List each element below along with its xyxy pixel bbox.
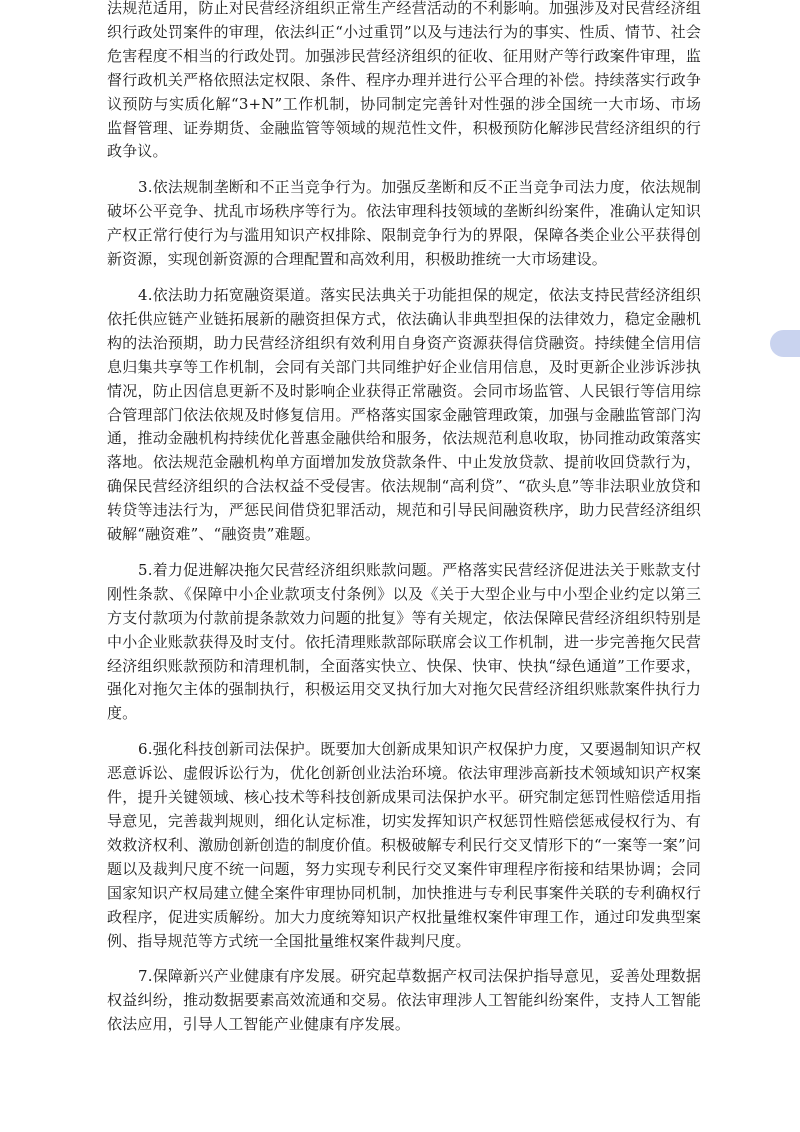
paragraph-item-6: 6.强化科技创新司法保护。既要加大创新成果知识产权保护力度，又要遏制知识产权恶意诉讼、虚假诉讼行为，优化创新创业法治环境。依法审理涉高新技术领域知识产权案件，提升关键领域、核心技术等科技创新成果司法保护水平。研究制定惩罚性赔偿适用指导意见，完善裁判规则，细化认定标准，切实发挥知识产权惩罚性赔偿惩戒侵权行为、有效救济权利、激励创新创造的制度价值。积极破解专利民行交叉情形下的“一案等一案”问题以及裁判尺度不统一问题，努力实现专利民行交叉案件审理程序衔接和结果协调；会同国家知识产权局建立健全案件审理协同机制，加快推进与专利民事案件关联的专利确权行政程序，促进实质解纷。加大力度统筹知识产权批量维权案件审理工作，通过印发典型案例、指导规范等方式统一全国批量维权案件裁判尺度。 xyxy=(107,740,701,950)
paragraph-item-5: 5.着力促进解决拖欠民营经济组织账款问题。严格落实民营经济促进法关于账款支付刚性条款、《保障中小企业款项支付条例》以及《关于大型企业与中小型企业约定以第三方支付款项为付款前提条款效力问题的批复》等有关规定，依法保障民营经济组织特别是中小企业账款获得及时支付。依托清理账款部际联席会议工作机制，进一步完善拖欠民营经济组织账款预防和清理机制，全面落实快立、快保、快审、快执“绿色通道”工作要求，强化对拖欠主体的强制执行，积极运用交叉执行加大对拖欠民营经济组织账款案件执行力度。 xyxy=(107,560,701,723)
paragraph-item-3: 3.依法规制垄断和不正当竞争行为。加强反垄断和反不正当竞争司法力度，依法规制破坏公平竞争、扰乱市场秩序等行为。依法审理科技领域的垄断纠纷案件，准确认定知识产权正常行使行为与滥用知识产权排除、限制竞争行为的界限，保障各类企业公平获得创新资源，实现创新资源的合理配置和高效利用，积极助推统一大市场建设。 xyxy=(107,178,701,269)
document-body xyxy=(107,0,701,1049)
paragraph-continued: 法规范适用，防止对民营经济组织正常生产经营活动的不利影响。加强涉及对民营经济组织行政处罚案件的审理，依法纠正“小过重罚”以及与违法行为的事实、性质、情节、社会危害程度不相当的行政处罚。加强涉民营经济组织的征收、征用财产等行政案件审理，监督行政机关严格依照法定权限、条件、程序办理并进行公平合理的补偿。持续落实行政争议预防与实质化解“3+N”工作机制，协同制定完善针对性强的涉全国统一大市场、市场监督管理、证券期货、金融监管等领域的规范性文件，积极预防化解涉民营经济组织的行政争议。 xyxy=(107,0,701,161)
paragraph-item-4: 4.依法助力拓宽融资渠道。落实民法典关于功能担保的规定，依法支持民营经济组织依托供应链产业链拓展新的融资担保方式，依法确认非典型担保的法律效力，稳定金融机构的法治预期，助力民营经济组织有效利用自身资产资源获得信贷融资。持续健全信用信息归集共享等工作机制，会同有关部门共同维护好企业信用信息，及时更新企业涉诉涉执情况，防止因信息更新不及时影响企业获得正常融资。会同市场监管、人民银行等信用综合管理部门依法依规及时修复信用。严格落实国家金融管理政策，加强与金融监管部门沟通，推动金融机构持续优化普惠金融供给和服务，依法规范利息收取，协同推动政策落实落地。依法规范金融机构单方面增加发放贷款条件、中止发放贷款、提前收回贷款行为，确保民营经济组织的合法权益不受侵害。依法规制“高利贷”、“砍头息”等非法职业放贷和转贷等违法行为，严惩民间借贷犯罪活动，规范和引导民间融资秩序，助力民营经济组织破解“融资难”、“融资贵”难题。 xyxy=(107,285,701,544)
side-float-tab[interactable] xyxy=(770,330,800,357)
paragraph-item-7: 7.保障新兴产业健康有序发展。研究起草数据产权司法保护指导意见，妥善处理数据权益纠纷，推动数据要素高效流通和交易。依法审理涉人工智能纠纷案件，支持人工智能依法应用，引导人工智能产业健康有序发展。 xyxy=(107,967,701,1034)
